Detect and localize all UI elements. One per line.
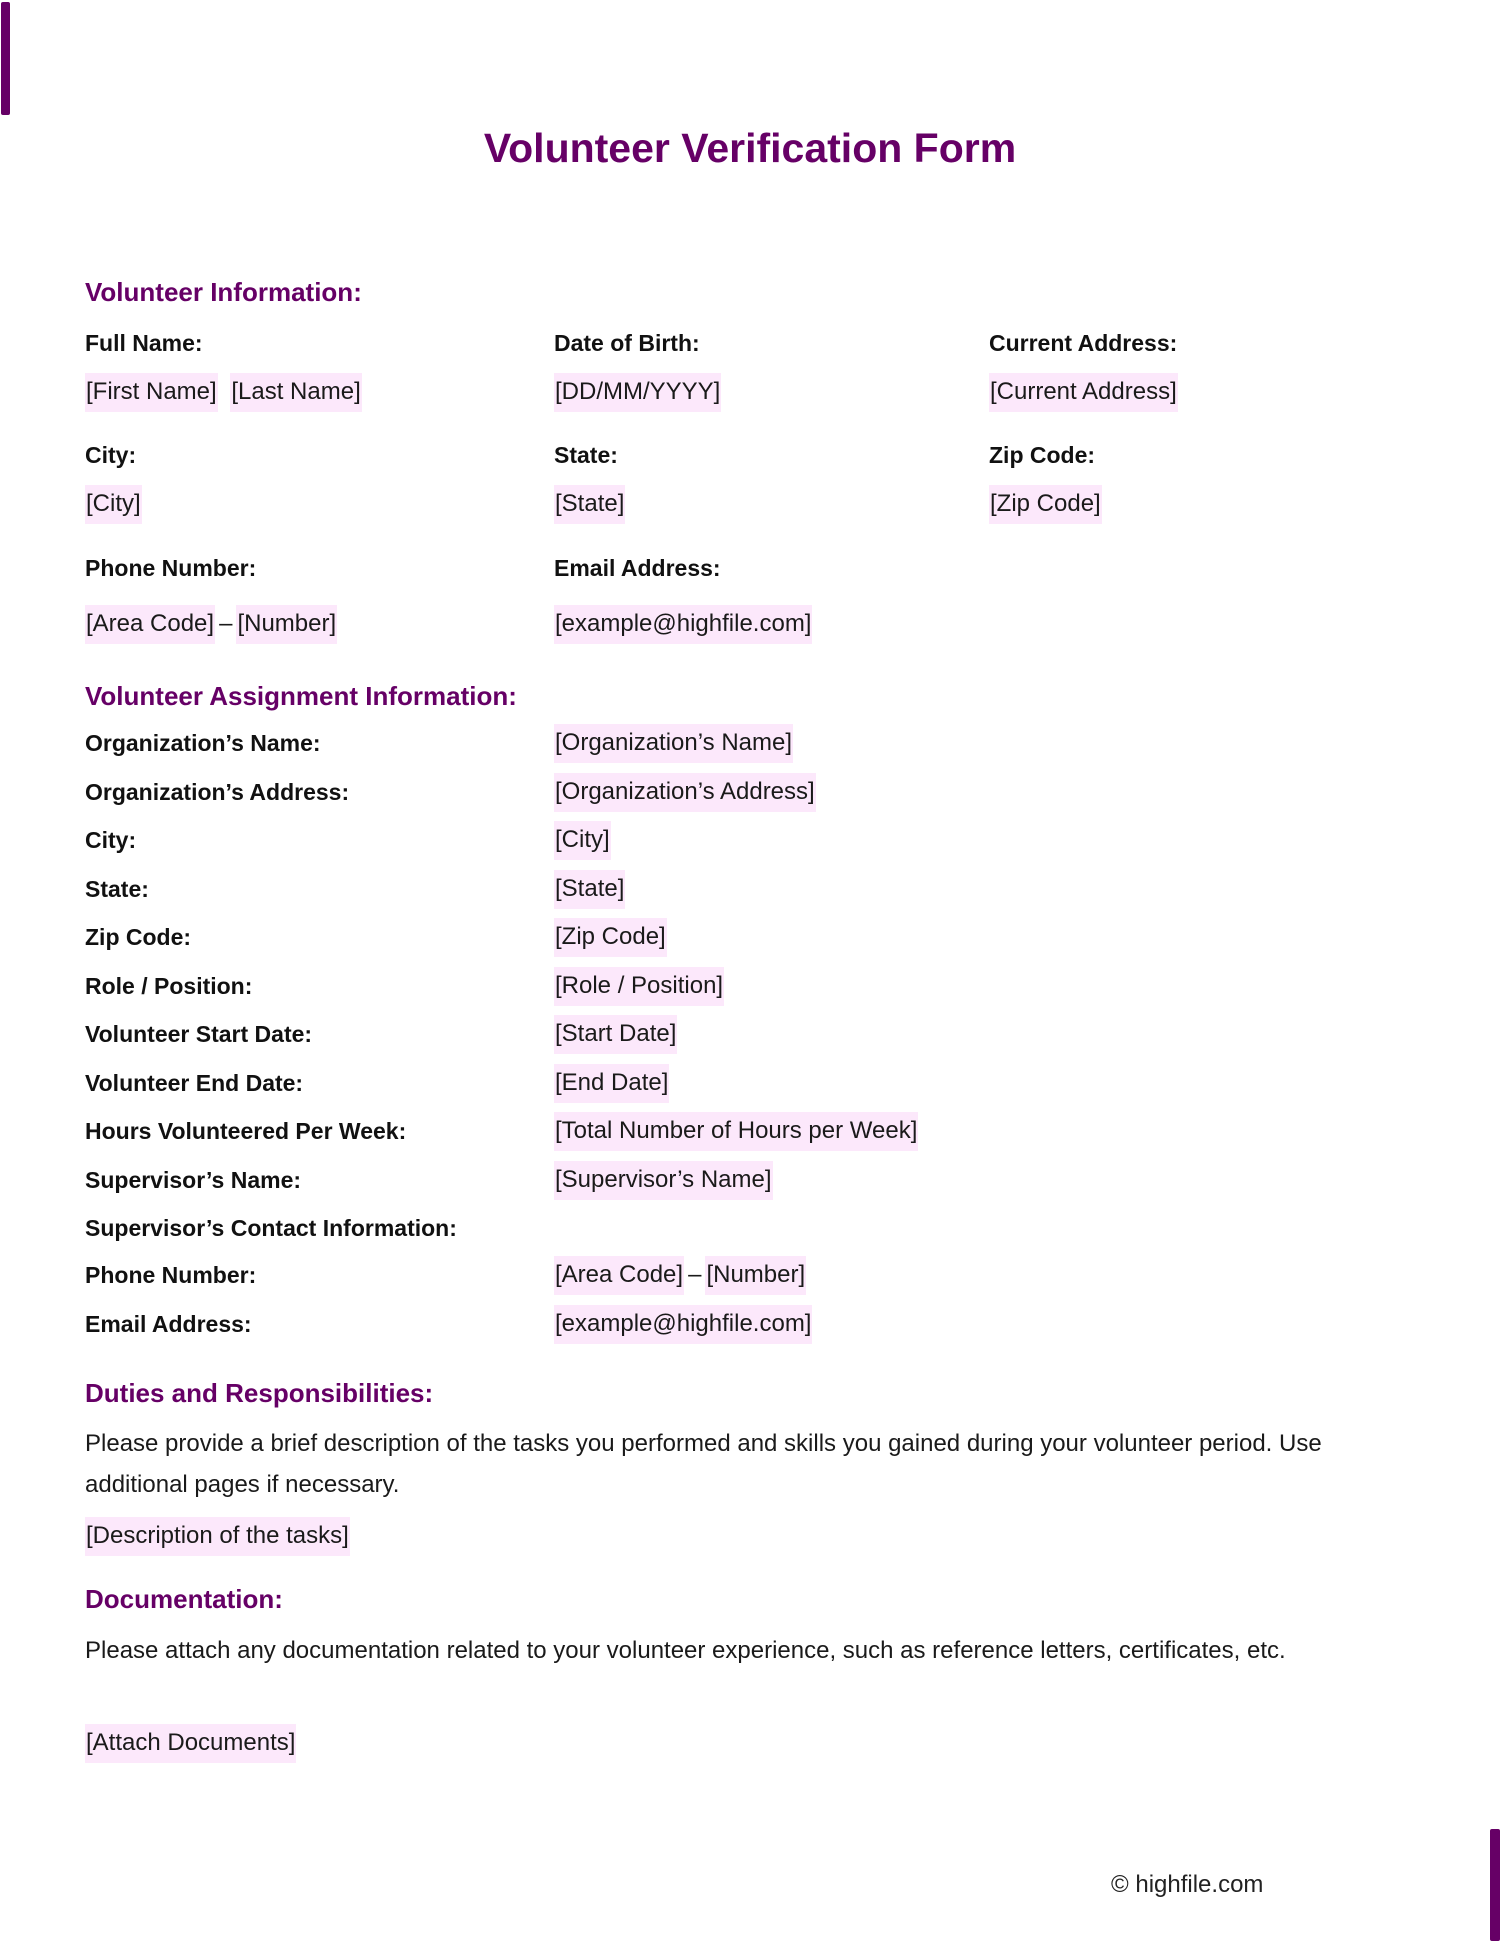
assignment-field[interactable]: [Start Date] [554, 1015, 677, 1054]
decorative-bar-bottom [1490, 1829, 1500, 1941]
section-heading-volunteer-information: Volunteer Information: [85, 277, 362, 307]
supervisor-phone-separator: – [688, 1261, 702, 1288]
decorative-bar-top [1, 2, 10, 115]
last-name-field[interactable]: [Last Name] [230, 373, 361, 412]
assignment-field[interactable]: [Role / Position] [554, 967, 724, 1006]
assignment-field[interactable]: [Organization’s Address] [554, 773, 816, 812]
supervisor-email-field-wrap [554, 1312, 812, 1336]
supervisor-area-code-field[interactable]: [Area Code] [554, 1256, 684, 1295]
assignment-row-value [554, 971, 724, 999]
assignment-row-value [554, 777, 816, 805]
supervisor-email-field[interactable]: [example@highfile.com] [554, 1305, 812, 1344]
assignment-row-value [554, 1119, 918, 1143]
full-name-label: Full Name: [85, 330, 203, 356]
assignment-row-label: Role / Position: [85, 972, 253, 999]
documentation-field-wrap [85, 1731, 296, 1755]
first-name-field[interactable]: [First Name] [85, 373, 218, 412]
assignment-field[interactable]: [End Date] [554, 1064, 669, 1103]
assignment-row-value [554, 1068, 669, 1096]
assignment-row-value [554, 731, 793, 755]
assignment-field[interactable]: [Zip Code] [554, 918, 667, 957]
city-field[interactable]: [City] [85, 485, 142, 524]
email-address-label: Email Address: [554, 555, 721, 581]
zip-code-field-wrap [989, 492, 1102, 516]
assignment-row-value [554, 925, 667, 949]
section-heading-duties: Duties and Responsibilities: [85, 1378, 434, 1408]
assignment-field[interactable]: [Supervisor’s Name] [554, 1161, 773, 1200]
phone-number-label: Phone Number: [85, 555, 257, 581]
supervisor-phone-fields [554, 1263, 806, 1287]
date-of-birth-field-wrap [554, 380, 721, 404]
attach-documents-field[interactable]: [Attach Documents] [85, 1724, 296, 1763]
assignment-row-label: Hours Volunteered Per Week: [85, 1118, 407, 1144]
city-label: City: [85, 442, 137, 468]
documentation-instructions: Please attach any documentation related to your volunteer experience, such as reference letters, certificates, etc. [85, 1637, 1286, 1664]
full-name-fields [85, 380, 362, 404]
date-of-birth-field[interactable]: [DD/MM/YYYY] [554, 373, 721, 412]
assignment-row-label: Volunteer End Date: [85, 1069, 304, 1096]
footer-copyright: © highfile.com [1111, 1871, 1264, 1898]
duties-description-field[interactable]: [Description of the tasks] [85, 1517, 350, 1556]
duties-instructions: Please provide a brief description of the tasks you performed and skills you gained during your volunteer period. Use additional pages if necessary. [85, 1430, 1322, 1498]
state-field-wrap [554, 492, 625, 516]
assignment-row-label: City: [85, 827, 137, 853]
assignment-row-label: Supervisor’s Contact Information: [85, 1215, 457, 1241]
current-address-field[interactable]: [Current Address] [989, 373, 1178, 412]
assignment-field[interactable]: [State] [554, 870, 625, 909]
current-address-label: Current Address: [989, 330, 1178, 356]
supervisor-phone-label: Phone Number: [85, 1262, 257, 1288]
area-code-field[interactable]: [Area Code] [85, 605, 215, 644]
assignment-row-label: Volunteer Start Date: [85, 1021, 313, 1047]
phone-separator: – [219, 610, 233, 637]
assignment-row-value [554, 874, 625, 902]
phone-number-field[interactable]: [Number] [236, 605, 337, 644]
assignment-row-label: State: [85, 875, 149, 902]
assignment-row-label: Organization’s Name: [85, 730, 321, 756]
assignment-row-value [554, 1022, 677, 1046]
assignment-field[interactable]: [Organization’s Name] [554, 724, 793, 763]
assignment-row-label: Supervisor’s Name: [85, 1166, 302, 1193]
page-title: Volunteer Verification Form [483, 125, 1017, 171]
supervisor-phone-number-field[interactable]: [Number] [705, 1256, 806, 1295]
assignment-row-value [554, 1165, 773, 1193]
state-field[interactable]: [State] [554, 485, 625, 524]
email-field-wrap [554, 612, 812, 636]
assignment-row-label: Zip Code: [85, 924, 192, 950]
duties-field-wrap [85, 1524, 350, 1548]
zip-code-label: Zip Code: [989, 442, 1096, 468]
assignment-row-label: Organization’s Address: [85, 778, 350, 805]
city-field-wrap [85, 492, 142, 516]
zip-code-field[interactable]: [Zip Code] [989, 485, 1102, 524]
current-address-field-wrap [989, 380, 1178, 404]
state-label: State: [554, 442, 618, 468]
assignment-field[interactable]: [City] [554, 821, 611, 860]
email-field[interactable]: [example@highfile.com] [554, 605, 812, 644]
supervisor-email-label: Email Address: [85, 1311, 252, 1337]
assignment-row-value [554, 828, 611, 852]
date-of-birth-label: Date of Birth: [554, 330, 700, 356]
assignment-field[interactable]: [Total Number of Hours per Week] [554, 1112, 918, 1151]
section-heading-assignment: Volunteer Assignment Information: [85, 681, 517, 711]
section-heading-documentation: Documentation: [85, 1584, 283, 1614]
phone-number-fields [85, 612, 337, 636]
